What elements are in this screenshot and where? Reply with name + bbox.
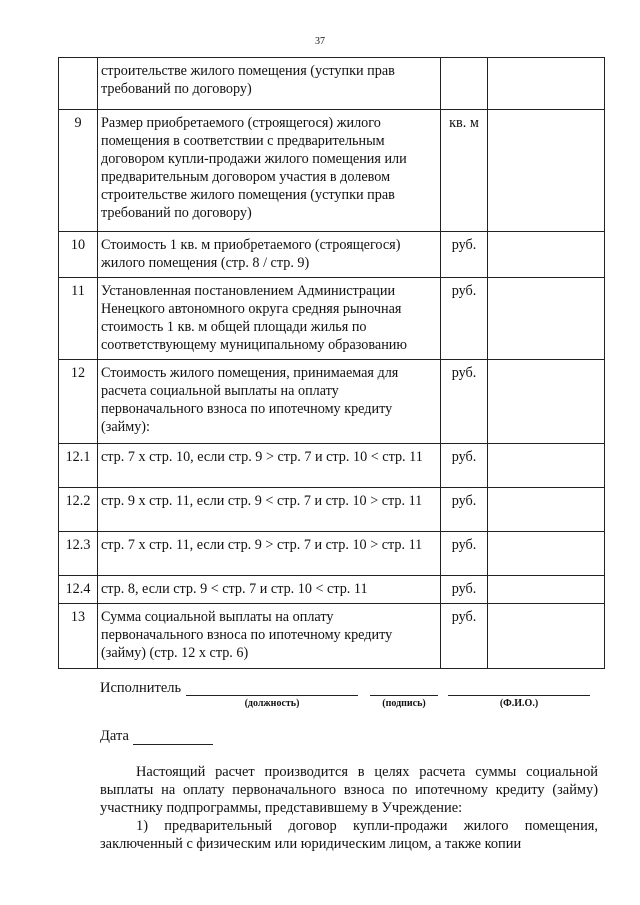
row-description: Размер приобретаемого (строящегося) жилого помещения в соответствии с предварительным договором купли-продажи жилого помещения или предварительным договором участия в долевом строительстве жилого помещения (уступки прав требований по договору) — [98, 110, 441, 232]
row-unit: руб. — [441, 278, 488, 360]
date-line — [133, 730, 213, 745]
row-unit — [441, 58, 488, 110]
row-value — [488, 232, 605, 278]
row-description: стр. 7 х стр. 10, если стр. 9 > стр. 7 и стр. 10 < стр. 11 — [98, 444, 441, 488]
table-row — [59, 360, 605, 444]
table-row — [59, 232, 605, 278]
row-value — [488, 360, 605, 444]
row-description: Установленная постановлением Администрации Ненецкого автономного округа средняя рыночная стоимость 1 кв. м общей площади жилья по соответствующему муниципальному образованию — [98, 278, 441, 360]
table-row — [59, 532, 605, 576]
row-unit: руб. — [441, 576, 488, 604]
row-value — [488, 488, 605, 532]
table-row — [59, 110, 605, 232]
table-row — [59, 58, 605, 110]
position-line — [186, 695, 358, 696]
row-description: стр. 9 х стр. 11, если стр. 9 < стр. 7 и стр. 10 > стр. 11 — [98, 488, 441, 532]
table-row — [59, 278, 605, 360]
row-unit: руб. — [441, 232, 488, 278]
table-row — [59, 444, 605, 488]
row-number: 11 — [59, 278, 98, 360]
row-value — [488, 58, 605, 110]
row-description: строительстве жилого помещения (уступки прав требований по договору) — [98, 58, 441, 110]
date-label: Дата — [100, 728, 129, 744]
row-description: Стоимость 1 кв. м приобретаемого (строящегося) жилого помещения (стр. 8 / стр. 9) — [98, 232, 441, 278]
row-value — [488, 576, 605, 604]
executor-label: Исполнитель — [100, 680, 182, 696]
signature-line — [370, 695, 438, 696]
row-unit: руб. — [441, 444, 488, 488]
row-number: 12.4 — [59, 576, 98, 604]
row-unit: руб. — [441, 360, 488, 444]
name-line — [448, 695, 590, 696]
row-number: 12 — [59, 360, 98, 444]
row-value — [488, 604, 605, 669]
calculation-table — [58, 57, 605, 669]
explanatory-note — [100, 763, 598, 853]
row-description: Сумма социальной выплаты на оплату первоначального взноса по ипотечному кредиту (займу) (стр. 12 х стр. 6) — [98, 604, 441, 669]
row-value — [488, 532, 605, 576]
row-unit: кв. м — [441, 110, 488, 232]
row-number — [59, 58, 98, 110]
note-paragraph: Настоящий расчет производится в целях расчета суммы социальной выплаты на оплату первоначального взноса по ипотечному кредиту (займу) участнику подпрограммы, представившему в Учреждение: — [100, 764, 598, 816]
row-number: 12.1 — [59, 444, 98, 488]
row-unit: руб. — [441, 532, 488, 576]
row-description: Стоимость жилого помещения, принимаемая для расчета социальной выплаты на оплату первоначального взноса по ипотечному кредиту (займу): — [98, 360, 441, 444]
row-description: стр. 8, если стр. 9 < стр. 7 и стр. 10 < стр. 11 — [98, 576, 441, 604]
row-description: стр. 7 х стр. 11, если стр. 9 > стр. 7 и стр. 10 > стр. 11 — [98, 532, 441, 576]
row-value — [488, 444, 605, 488]
row-unit: руб. — [441, 488, 488, 532]
signature-block — [100, 678, 600, 718]
row-number: 10 — [59, 232, 98, 278]
date-row — [100, 728, 213, 745]
table-row — [59, 488, 605, 532]
signature-caption: (подпись) — [382, 698, 426, 709]
table-row — [59, 576, 605, 604]
row-number: 13 — [59, 604, 98, 669]
row-unit: руб. — [441, 604, 488, 669]
row-value — [488, 278, 605, 360]
note-paragraph: 1) предварительный договор купли-продажи жилого помещения, заключенный с физическим или юридическим лицом, а также копии — [100, 818, 598, 852]
position-caption: (должность) — [244, 698, 300, 709]
row-number: 12.2 — [59, 488, 98, 532]
page-number: 37 — [315, 36, 325, 47]
row-value — [488, 110, 605, 232]
row-number: 12.3 — [59, 532, 98, 576]
row-number: 9 — [59, 110, 98, 232]
name-caption: (Ф.И.О.) — [499, 698, 539, 709]
table-row — [59, 604, 605, 669]
